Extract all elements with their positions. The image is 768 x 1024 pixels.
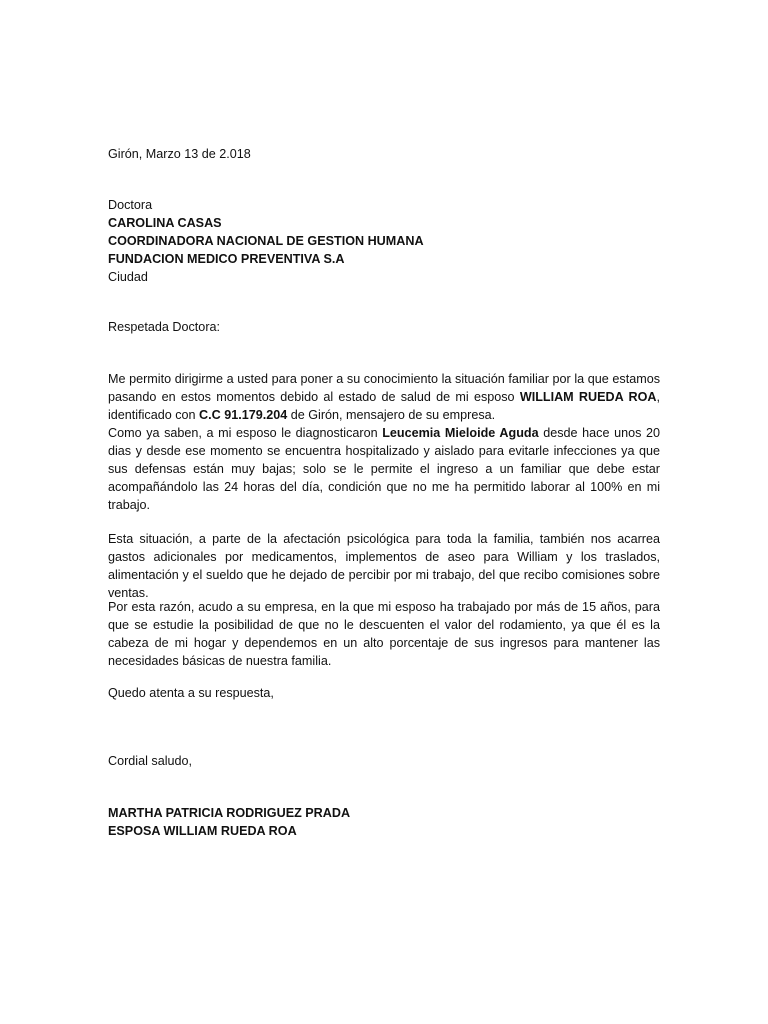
diagnosis: Leucemia Mieloide Aguda	[382, 426, 539, 440]
recipient-block	[108, 196, 660, 286]
id-number: C.C 91.179.204	[199, 408, 288, 422]
paragraph-2-text: Esta situación, a parte de la afectación psicológica para toda la familia, también nos acarrea gastos adicionales por medicamentos, implementos de aseo para William y los traslados, alimentación y el sueldo que he dejado de percibir por mi trabajo, del que recibo comisiones sobre ventas.	[108, 532, 660, 600]
regards-text: Cordial saludo,	[108, 754, 193, 768]
recipient-name: CAROLINA CASAS	[108, 216, 222, 230]
signature-block	[108, 804, 660, 840]
paragraph-1-text-3: de Girón, mensajero de su empresa.	[287, 408, 496, 422]
closing-text: Quedo atenta a su respuesta,	[108, 686, 274, 700]
closing-line	[108, 684, 660, 702]
paragraph-1b-text-1: Como ya saben, a mi esposo le diagnosticaron	[108, 426, 383, 440]
paragraph-1b-text-2: desde hace unos 20 dias y desde ese momento se encuentra hospitalizado y aislado para evitarle infecciones ya que sus defensas están muy bajas; solo se le permite el ingreso a un familiar que debe estar acompañándolo las 24 horas del día, condición que no me ha permitido laborar al 100% en mi trabajo.	[108, 426, 661, 512]
recipient-city: Ciudad	[108, 270, 148, 284]
paragraph-3	[108, 598, 660, 670]
paragraph-1	[108, 370, 660, 514]
recipient-title: Doctora	[108, 198, 153, 212]
date-text: Girón, Marzo 13 de 2.018	[108, 147, 251, 161]
date-line	[108, 145, 660, 163]
salutation-text: Respetada Doctora:	[108, 320, 221, 334]
paragraph-2	[108, 530, 660, 602]
paragraph-1-part-a	[108, 370, 660, 424]
signature-name: MARTHA PATRICIA RODRIGUEZ PRADA	[108, 806, 351, 820]
paragraph-1-text-1: Me permito dirigirme a usted para poner a su conocimiento la situación familiar por la que estamos pasando en estos momentos debido al estado de salud de mi esposo	[108, 372, 660, 404]
paragraph-1-part-b	[108, 424, 660, 514]
husband-name: WILLIAM RUEDA ROA	[519, 390, 657, 404]
salutation	[108, 318, 660, 336]
paragraph-3-text: Por esta razón, acudo a su empresa, en la que mi esposo ha trabajado por más de 15 años, para que se estudie la posibilidad de que no le descuenten el valor del rodamiento, ya que él es la cabeza de mi hogar y dependemos en un alto porcentaje de sus ingresos para mantener las necesidades básicas de nuestra familia.	[108, 600, 660, 668]
signature-role: ESPOSA WILLIAM RUEDA ROA	[108, 824, 297, 838]
recipient-position: COORDINADORA NACIONAL DE GESTION HUMANA	[108, 234, 424, 248]
recipient-organization: FUNDACION MEDICO PREVENTIVA S.A	[108, 252, 345, 266]
regards	[108, 752, 660, 770]
paragraph-1-text-2: , identificado con	[108, 390, 660, 422]
